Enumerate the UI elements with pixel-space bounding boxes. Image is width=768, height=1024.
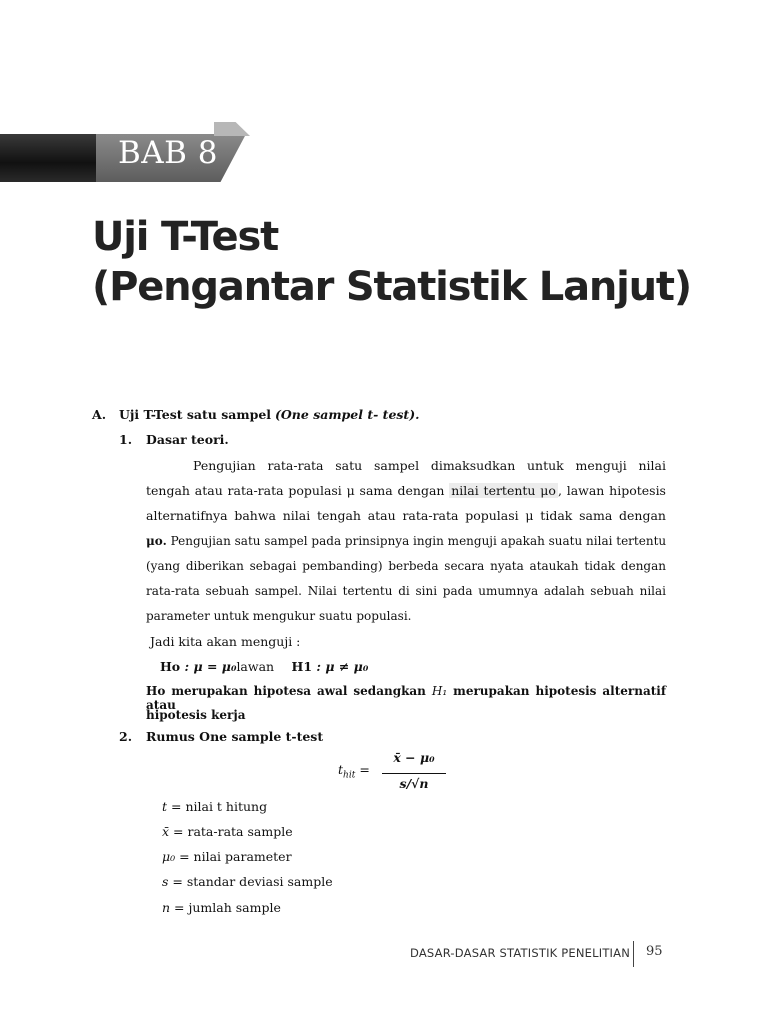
title-line-2: (Pengantar Statistik Lanjut) [92, 264, 691, 310]
chapter-title [92, 212, 691, 312]
item-2-marker: 2. [119, 729, 133, 744]
definition-row [162, 799, 267, 814]
formula-lhs [338, 762, 370, 781]
hyp-lawan: lawan [236, 659, 275, 674]
section-a-title-italic: (One sampel t- test). [275, 407, 420, 422]
hyp-h1-label: H1 [291, 659, 313, 674]
item-1-marker: 1. [119, 432, 133, 447]
definition-row [162, 824, 293, 839]
highlighted-phrase: nilai tertentu μo [451, 483, 556, 498]
definition-row [162, 874, 333, 889]
hyp-ho-label: Ho [160, 659, 181, 674]
footer-book-title: DASAR-DASAR STATISTIK PENELITIAN [410, 946, 631, 960]
definition-row [162, 900, 281, 915]
hyp-ho-equation: : μ = μ₀ [184, 659, 237, 674]
section-a-heading [119, 407, 419, 422]
definition-symbol: n [162, 900, 171, 915]
section-a-title: Uji T-Test satu sampel [119, 407, 272, 422]
para3-line2: hipotesis kerja [146, 708, 246, 722]
para3-line1-b: merupakan hipotesis alternatif atau [146, 684, 666, 712]
banner-dark-bar [0, 134, 96, 182]
definition-symbol: s [162, 874, 169, 889]
definition-text: = nilai parameter [175, 849, 292, 864]
definition-text: = nilai t hitung [167, 799, 268, 814]
section-a-marker: A. [92, 407, 107, 422]
para1-line4 [146, 534, 666, 548]
item-2-heading: Rumus One sample t-test [146, 729, 324, 744]
footer-divider [633, 941, 634, 967]
t-test-formula [338, 750, 448, 796]
page-number: 95 [646, 944, 663, 959]
hyp-h1-equation: : μ ≠ μ₀ [316, 659, 369, 674]
hypothesis-line [160, 659, 368, 674]
formula-eq: = [359, 762, 370, 777]
formula-numerator: x̄ − μ₀ [393, 750, 435, 765]
definition-text: = rata-rata sample [169, 824, 293, 839]
para1-line4-a: μo. [146, 534, 167, 548]
para1-line7: parameter untuk mengukur suatu populasi. [146, 609, 412, 623]
para1-line5: (yang diberikan sebagai pembanding) berbeda secara nyata ataukah tidak dengan [146, 559, 666, 573]
fraction-bar [382, 773, 446, 774]
para1-line6: rata-rata sebuah sampel. Nilai tertentu di sini pada umumnya adalah sebuah nilai [146, 584, 666, 598]
para1-line2-b: , lawan hipotesis [557, 483, 666, 498]
title-line-1: Uji T-Test [92, 214, 278, 260]
para1-line2 [146, 483, 666, 498]
formula-denominator: s/√n [399, 776, 429, 791]
para2: Jadi kita akan menguji : [150, 634, 301, 649]
formula-t: t [338, 762, 344, 777]
definition-symbol: μ₀ [162, 849, 176, 864]
formula-sub: hit [343, 770, 356, 781]
para3-h1-symbol: H₁ [431, 684, 448, 698]
definition-row [162, 849, 292, 864]
banner-flap [214, 122, 250, 136]
para1-line2-a: tengah atau rata-rata populasi μ sama dengan [146, 483, 445, 498]
chapter-banner [0, 122, 260, 184]
para3-line1-a: Ho merupakan hipotesa awal sedangkan [146, 684, 426, 698]
chapter-label: BAB 8 [118, 135, 219, 171]
item-1-heading: Dasar teori. [146, 432, 229, 447]
para1-line3: alternatifnya bahwa nilai tengah atau rata-rata populasi μ tidak sama dengan [146, 508, 666, 523]
definition-text: = jumlah sample [170, 900, 281, 915]
definition-symbol: t [162, 799, 168, 814]
para1-line4-b: Pengujian satu sampel pada prinsipnya ingin menguji apakah suatu nilai tertentu [170, 534, 667, 548]
definition-text: = standar deviasi sample [168, 874, 333, 889]
definition-symbol: x̄ [162, 824, 170, 839]
para1-line1: Pengujian rata-rata satu sampel dimaksudkan untuk menguji nilai [193, 458, 666, 473]
